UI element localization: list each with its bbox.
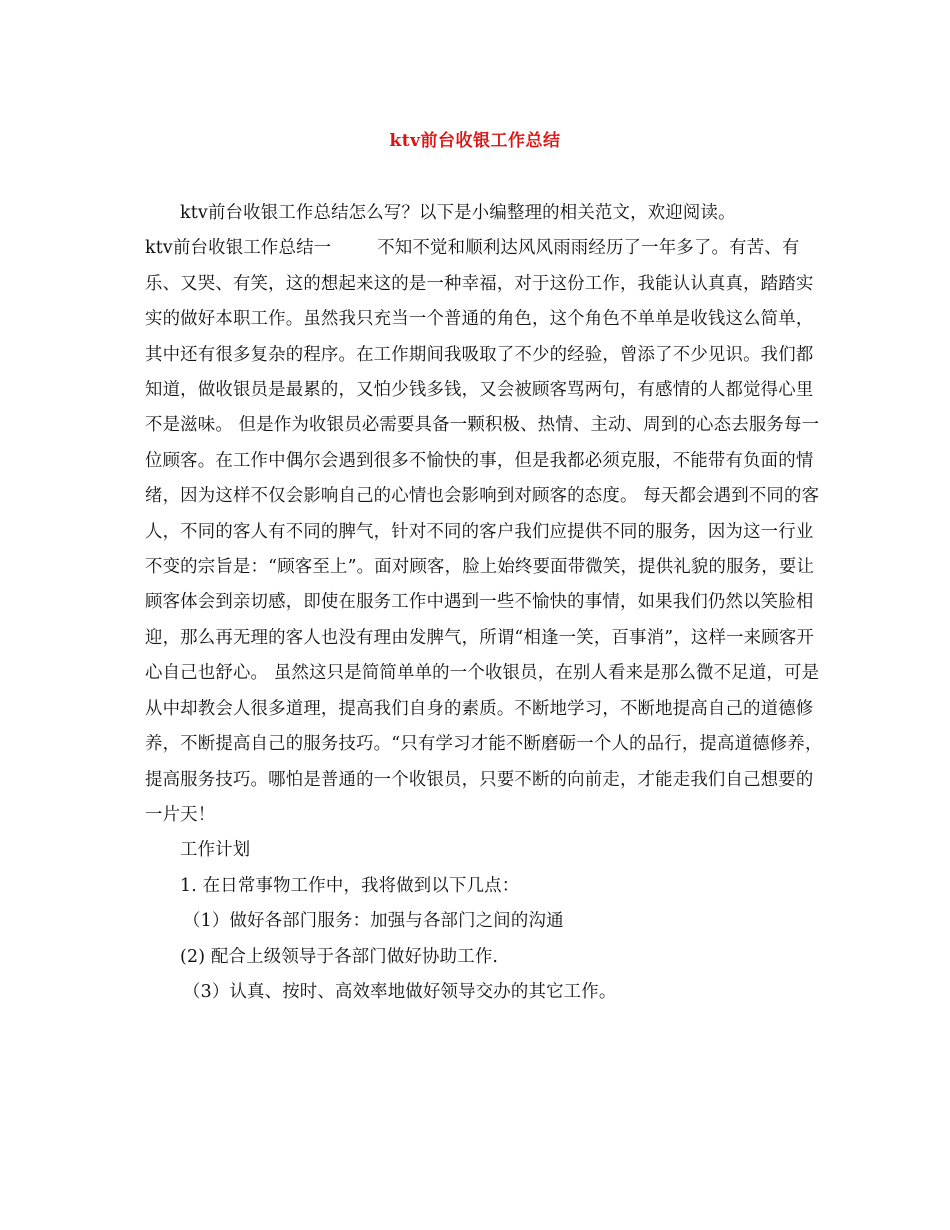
plan-heading: 工作计划 xyxy=(180,840,251,861)
plan-sub-item-2: (2) 配合上级领导于各部门做好协助工作. xyxy=(180,946,499,967)
main-section xyxy=(145,231,830,833)
intro-paragraph: ktv前台收银工作总结怎么写？以下是小编整理的相关范文，欢迎阅读。 xyxy=(180,203,736,223)
section-heading: ktv前台收银工作总结一 xyxy=(145,238,332,259)
plan-item-1: 1. 在日常事物工作中，我将做到以下几点： xyxy=(180,875,520,896)
plan-sub-item-1: （1）做好各部门服务：加强与各部门之间的沟通 xyxy=(183,911,564,932)
main-paragraph: 不知不觉和顺利达风风雨雨经历了一年多了。有苦、有乐、又哭、有笑，这的想起来这的是一种幸福，对于这份工作，我能认认真真，踏踏实实的做好本职工作。虽然我只充当一个普通的角色，这个角色不单单是收钱这么简单，其中还有很多复杂的程序。在工作期间我吸取了不少的经验，曾添了不少见识。我们都知道，做收银员是最累的，又怕少钱多钱，又会被顾客骂两句，有感情的人都觉得心里不是滋味。 但是作为收银员必需要具备一颗积极、热情、主动、周到的心态去服务每一位顾客。在工作中偶尔会遇到很多不愉快的事，但是我都必须克服，不能带有负面的情绪，因为这样不仅会影响自己的心情也会影响到对顾客的态度。 每天都会遇到不同的客人，不同的客人有不同的脾气，针对不同的客户我们应提供不同的服务，因为这一行业不变的宗旨是：“顾客至上”。面对顾客，脸上始终要面带微笑，提供礼貌的服务，要让顾客体会到亲切感，即使在服务工作中遇到一些不愉快的事情，如果我们仍然以笑脸相迎，那么再无理的客人也没有理由发脾气，所谓“相逢一笑，百事消”，这样一来顾客开心自己也舒心。 虽然这只是简简单单的一个收银员，在别人看来是那么微不足道，可是从中却教会人很多道理，提高我们自身的素质。不断地学习，不断地提高自己的道德修养，不断提高自己的服务技巧。“只有学习才能不断磨砺一个人的品行，提高道德修养，提高服务技巧。哪怕是普通的一个收银员，只要不断的向前走，才能走我们自己想要的一片天！ xyxy=(145,238,823,825)
document-title: ktv前台收银工作总结 xyxy=(389,131,561,151)
plan-sub-item-3: （3）认真、按时、高效率地做好领导交办的其它工作。 xyxy=(183,981,617,1002)
document-body xyxy=(145,196,830,1010)
